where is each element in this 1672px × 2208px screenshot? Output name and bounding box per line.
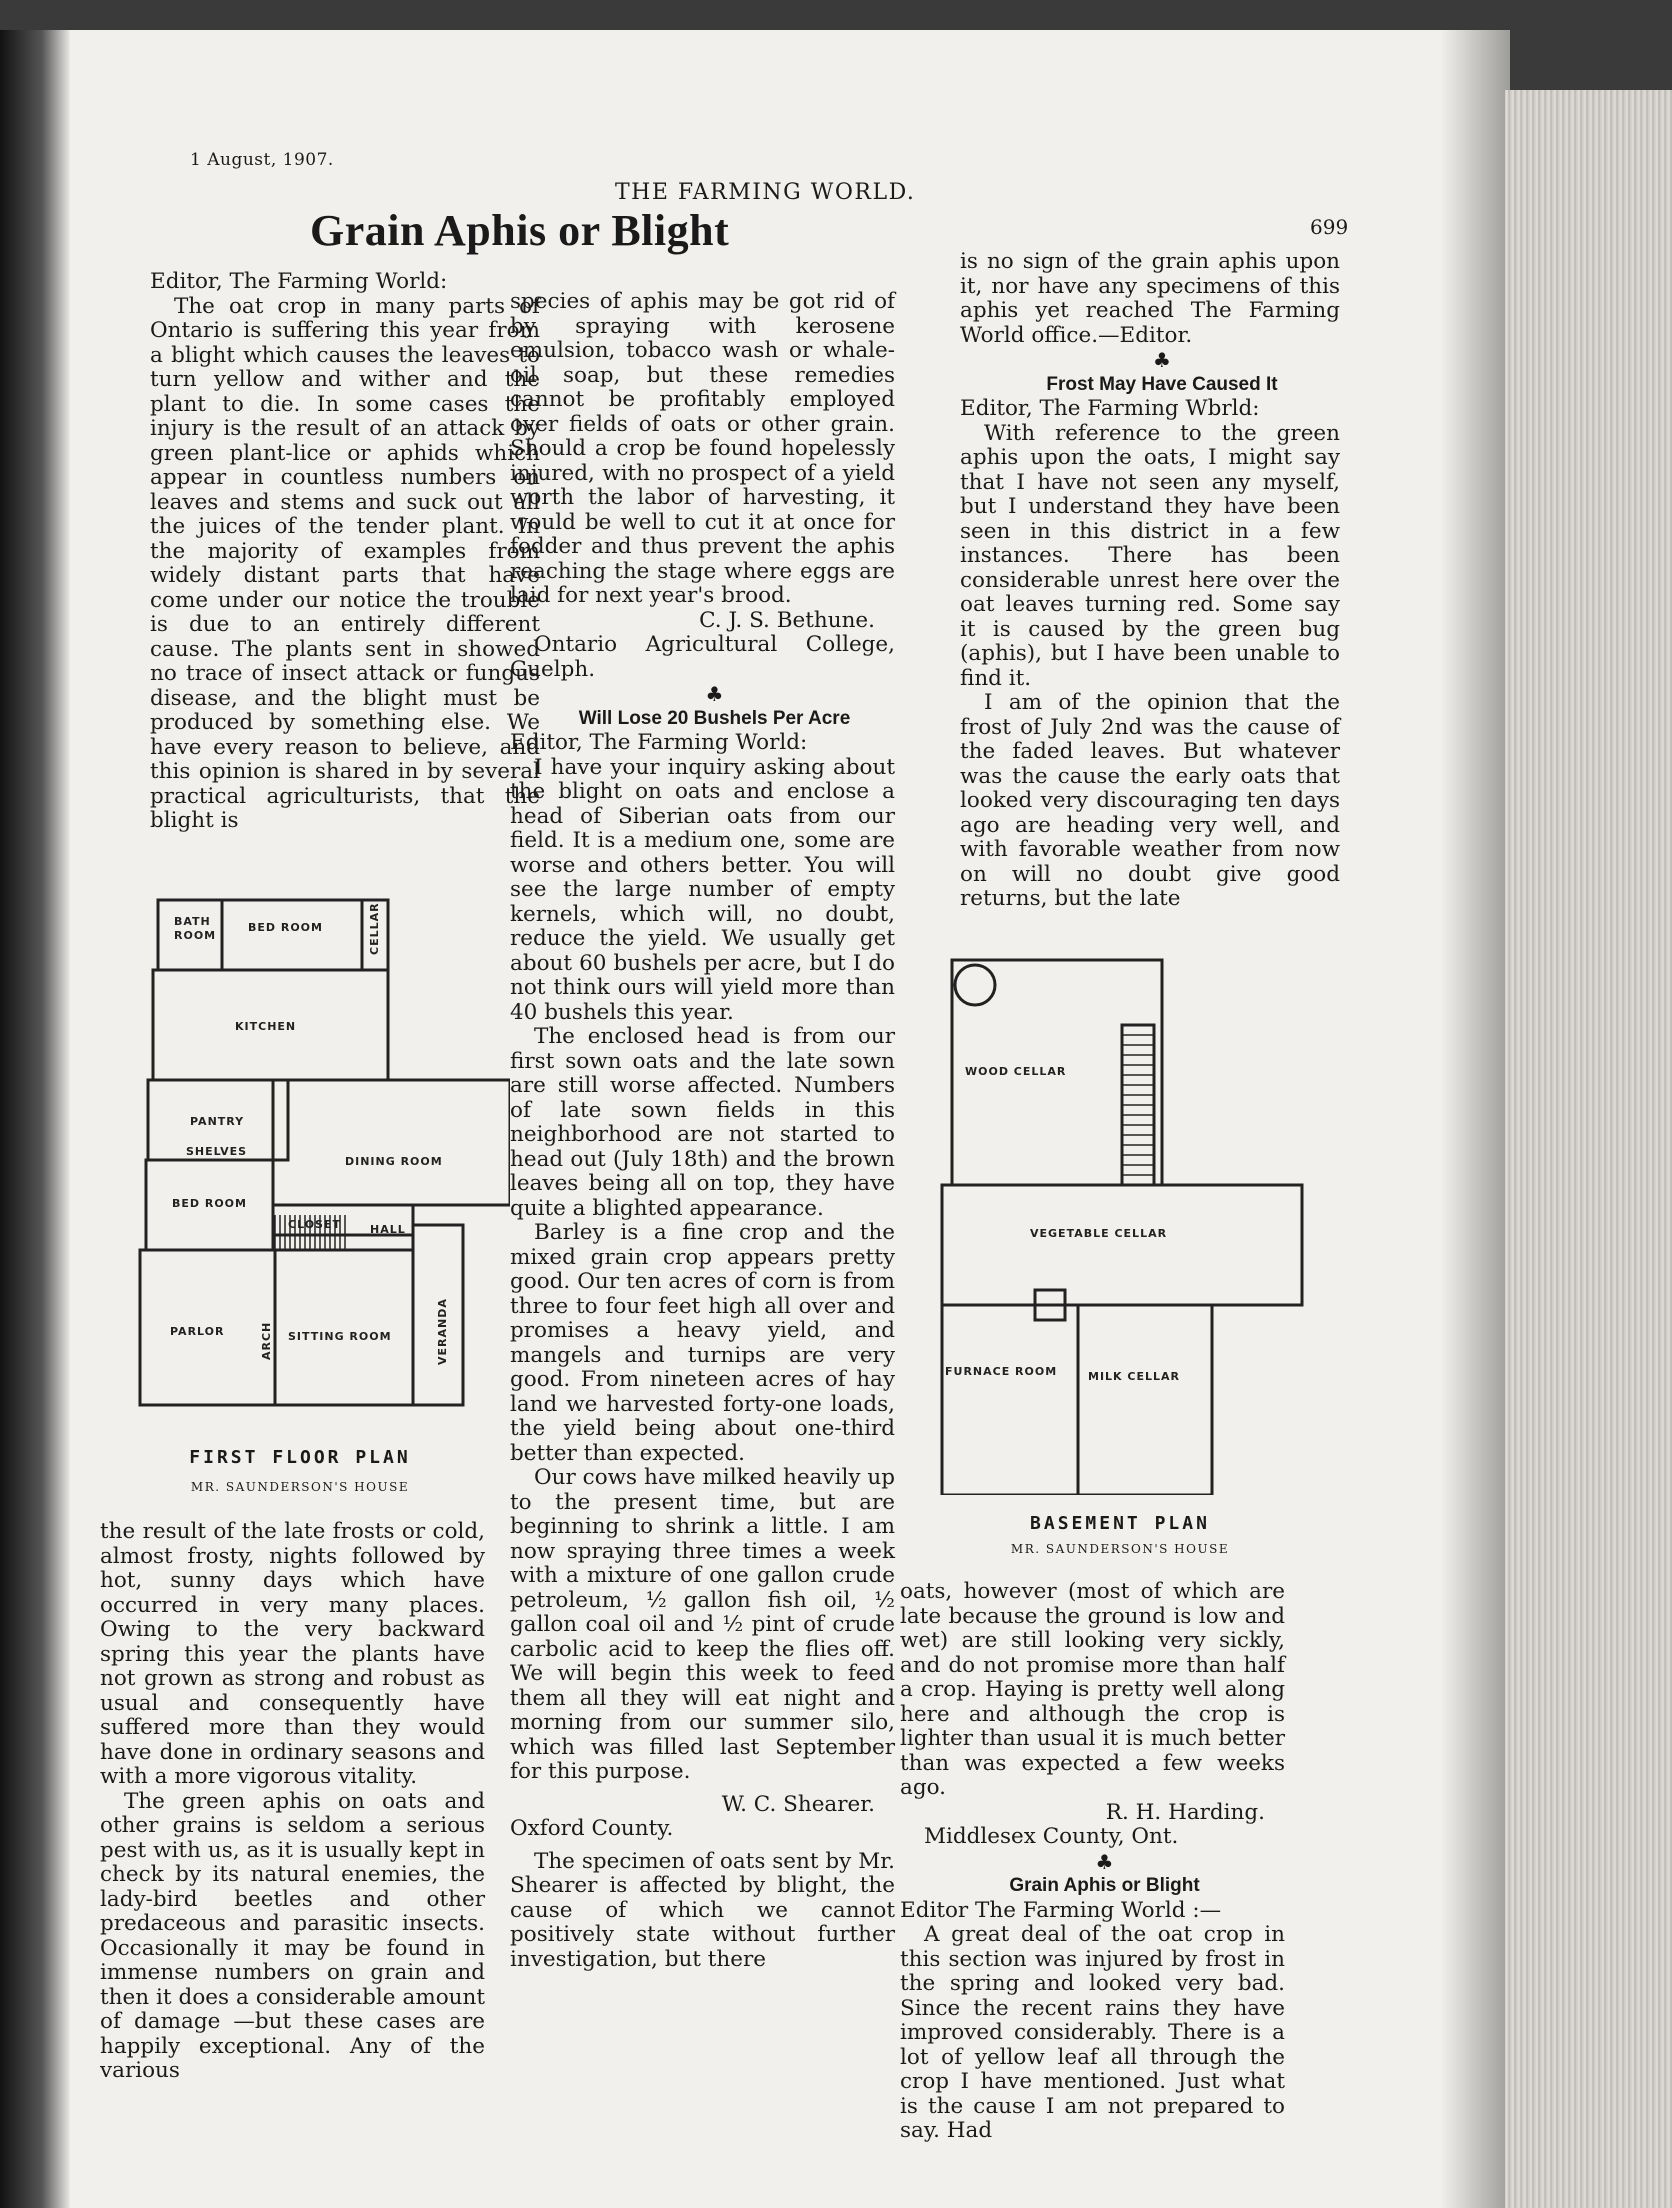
first-floor-plan-drawing <box>130 895 510 1435</box>
room-label: BED ROOM <box>248 921 323 934</box>
editor-note-continued: is no sign of the grain aphis upon it, nor have any specimens of this aphis yet reached The Farming World office.—Editor. <box>960 249 1340 348</box>
paragraph: Barley is a fine crop and the mixed grain crop appears pretty good. Our ten acres of corn is from three to four feet high all over and promises a heavy yield, and mangels and turnips are very good. From nineteen acres of hay land we harvested forty-one loads, the yield being about one-third better than expected. <box>510 1220 895 1466</box>
binding-shadow <box>0 30 70 2208</box>
column-1-bottom <box>100 1520 485 2084</box>
paragraph: A great deal of the oat crop in this section was injured by frost in the spring and looked very bad. Since the recent rains they have improved considerably. There is a lot of yellow leaf all through the crop I have mentioned. Just what is the cause I am not prepared to say. Had <box>900 1922 1285 2143</box>
journal-title: THE FARMING WORLD. <box>615 180 916 205</box>
room-label: HALL <box>370 1223 406 1236</box>
basement-plan <box>930 955 1330 1565</box>
article-subhead: Frost May Have Caused It <box>1046 373 1278 395</box>
article-subhead: Will Lose 20 Bushels Per Acre <box>578 707 851 729</box>
column-1-top <box>150 270 540 834</box>
room-label: CELLAR <box>368 902 381 955</box>
paragraph: I have your inquiry asking about the blight on oats and enclose a head of Siberian oats from our field. It is a medium one, some are worse and others better. You will see the large number of empty kernels, which will, no doubt, reduce the yield. We usually get about 60 bushels per acre, but I do not think ours will yield more than 40 bushels this year. <box>510 754 895 1025</box>
paragraph: oats, however (most of which are late because the ground is low and wet) are still looking very sickly, and do not promise more than half a crop. Haying is pretty well along here and although the crop is lighter than usual it is much better than was expected a few weeks ago. <box>900 1579 1285 1800</box>
paragraph: The green aphis on oats and other grains is seldom a serious pest with us, as it is usually kept in check by its natural enemies, the lady-bird beetles and other predaceous and parasitic insects. Occasionally it may be found in immense numbers on grain and then it does a considerable amount of damage —but these cases are happily exceptional. Any of the various <box>100 1788 485 2083</box>
plan-title: BASEMENT PLAN <box>1030 1513 1210 1534</box>
paragraph: The oat crop in many parts of Ontario is suffering this year from a blight which causes the leaves to turn yellow and wither and the plant to die. In some cases the injury is the result of an attack by green plant-lice or aphids which appear in countless numbers on leaves and stems and suck out all the juices of the tender plant. In the majority of examples from widely distant parts that have come under our notice the trouble is due to an entirely different cause. The plants sent in showed no trace of insect attack or fungus disease, and the blight must be produced by something else. We have every reason to believe, and this opinion is shared in by several practical agriculturists, that the blight is <box>150 293 540 833</box>
signature: R. H. Harding. <box>1105 1799 1265 1825</box>
room-label: ARCH <box>260 1321 273 1360</box>
place: Middlesex County, Ont. <box>924 1824 1179 1849</box>
room-label: BED ROOM <box>172 1197 247 1210</box>
article-headline: Grain Aphis or Blight <box>310 206 730 255</box>
paragraph: the result of the late frosts or cold, almost frosty, nights followed by hot, sunny days which have occurred in very many places. Owing to the very backward spring this year the plants have not grown as strong and robust as usual and consequently have suffered more than they would have done in ordinary seasons and with a more vigorous vitality. <box>100 1519 485 1789</box>
paragraph: The enclosed head is from our first sown oats and the late sown are still worse affected. Numbers of late sown fields in this neighborhood are not started to head out (July 18th) and the brown leaves being all on top, they have quite a blighted appearance. <box>510 1024 895 1221</box>
room-label: PANTRY <box>190 1115 245 1128</box>
basement-plan-drawing <box>930 955 1330 1495</box>
room-label: MILK CELLAR <box>1088 1370 1180 1383</box>
paragraph: I am of the opinion that the frost of July 2nd was the cause of the faded leaves. But whatever was the cause the early oats that looked very discouraging ten days ago are heading very well, and with favorable weather from now on will no doubt give good returns, but the late <box>960 690 1340 911</box>
column-3-bottom <box>900 1580 1285 2144</box>
signature: W. C. Shearer. <box>721 1791 875 1817</box>
first-floor-plan <box>130 895 510 1495</box>
plan-caption: MR. SAUNDERSON'S HOUSE <box>1010 1542 1230 1556</box>
salutation: Editor The Farming World :— <box>900 1897 1222 1923</box>
room-label: VERANDA <box>436 1298 449 1365</box>
room-label: SHELVES <box>186 1145 248 1158</box>
paragraph: Our cows have milked heavily up to the present time, but are beginning to shrink a little. I am now spraying three times a week with a mixture of one gallon crude petroleum, ½ gallon fish oil, ½ gallon coal oil and ½ pint of crude carbolic acid to keep the flies off. We will begin this week to feed them all they will eat night and morning from our summer silo, which was filled last September for this purpose. <box>510 1465 895 1784</box>
plan-caption: MR. SAUNDERSON'S HOUSE <box>190 1480 410 1494</box>
room-label: ROOM <box>174 929 217 942</box>
column-3-top <box>960 250 1340 912</box>
room-label: FURNACE ROOM <box>945 1365 1058 1378</box>
room-label: DINING ROOM <box>345 1155 443 1168</box>
plan-title: FIRST FLOOR PLAN <box>189 1447 411 1468</box>
room-label: SITTING ROOM <box>288 1330 392 1343</box>
place: Ontario Agricultural College, Guelph. <box>510 632 895 682</box>
room-label: WOOD CELLAR <box>965 1065 1067 1078</box>
salutation: Editor, The Farming World: <box>150 269 448 294</box>
column-2 <box>510 290 895 1972</box>
spine-shadow <box>1440 30 1510 2208</box>
page-number: 699 <box>1310 215 1349 239</box>
room-label: VEGETABLE CELLAR <box>1030 1227 1168 1240</box>
room-label: PARLOR <box>170 1325 225 1338</box>
room-label: KITCHEN <box>235 1020 297 1033</box>
room-label: BATH <box>174 915 211 928</box>
room-label: CLOSET <box>288 1218 341 1231</box>
editor-note: The specimen of oats sent by Mr. Shearer is affected by blight, the cause of which we cannot positively state without further investigation, but there <box>510 1848 895 1972</box>
article-subhead: Grain Aphis or Blight <box>1009 1875 1200 1896</box>
fleuron-ornament: ♣ <box>705 682 724 706</box>
page-edges <box>1505 90 1672 2208</box>
fleuron-ornament: ♣ <box>1095 1849 1114 1874</box>
issue-date: 1 August, 1907. <box>190 150 334 170</box>
paragraph: species of aphis may be got rid of by spraying with kerosene emulsion, tobacco wash or whale-oil soap, but these remedies cannot be profitably employed over fields of oats or other grain. Should a crop be found hopelessly injured, with no prospect of a yield worth the labor of harvesting, it would be well to cut it at once for fodder and thus prevent the aphis reaching the stage where eggs are laid for next year's brood. <box>510 289 895 608</box>
fleuron-ornament: ♣ <box>1153 348 1171 372</box>
place: Oxford County. <box>510 1816 674 1841</box>
salutation: Editor, The Farming Wbrld: <box>960 396 1260 421</box>
signature: C. J. S. Bethune. <box>699 607 875 633</box>
salutation: Editor, The Farming World: <box>510 730 808 755</box>
paragraph: With reference to the green aphis upon the oats, I might say that I have not seen any myself, but I understand they have been seen in this district in a few instances. There has been considerable unrest here over the oat leaves turning red. Some say it is caused by the green bug (aphis), but I have been unable to find it. <box>960 420 1340 691</box>
